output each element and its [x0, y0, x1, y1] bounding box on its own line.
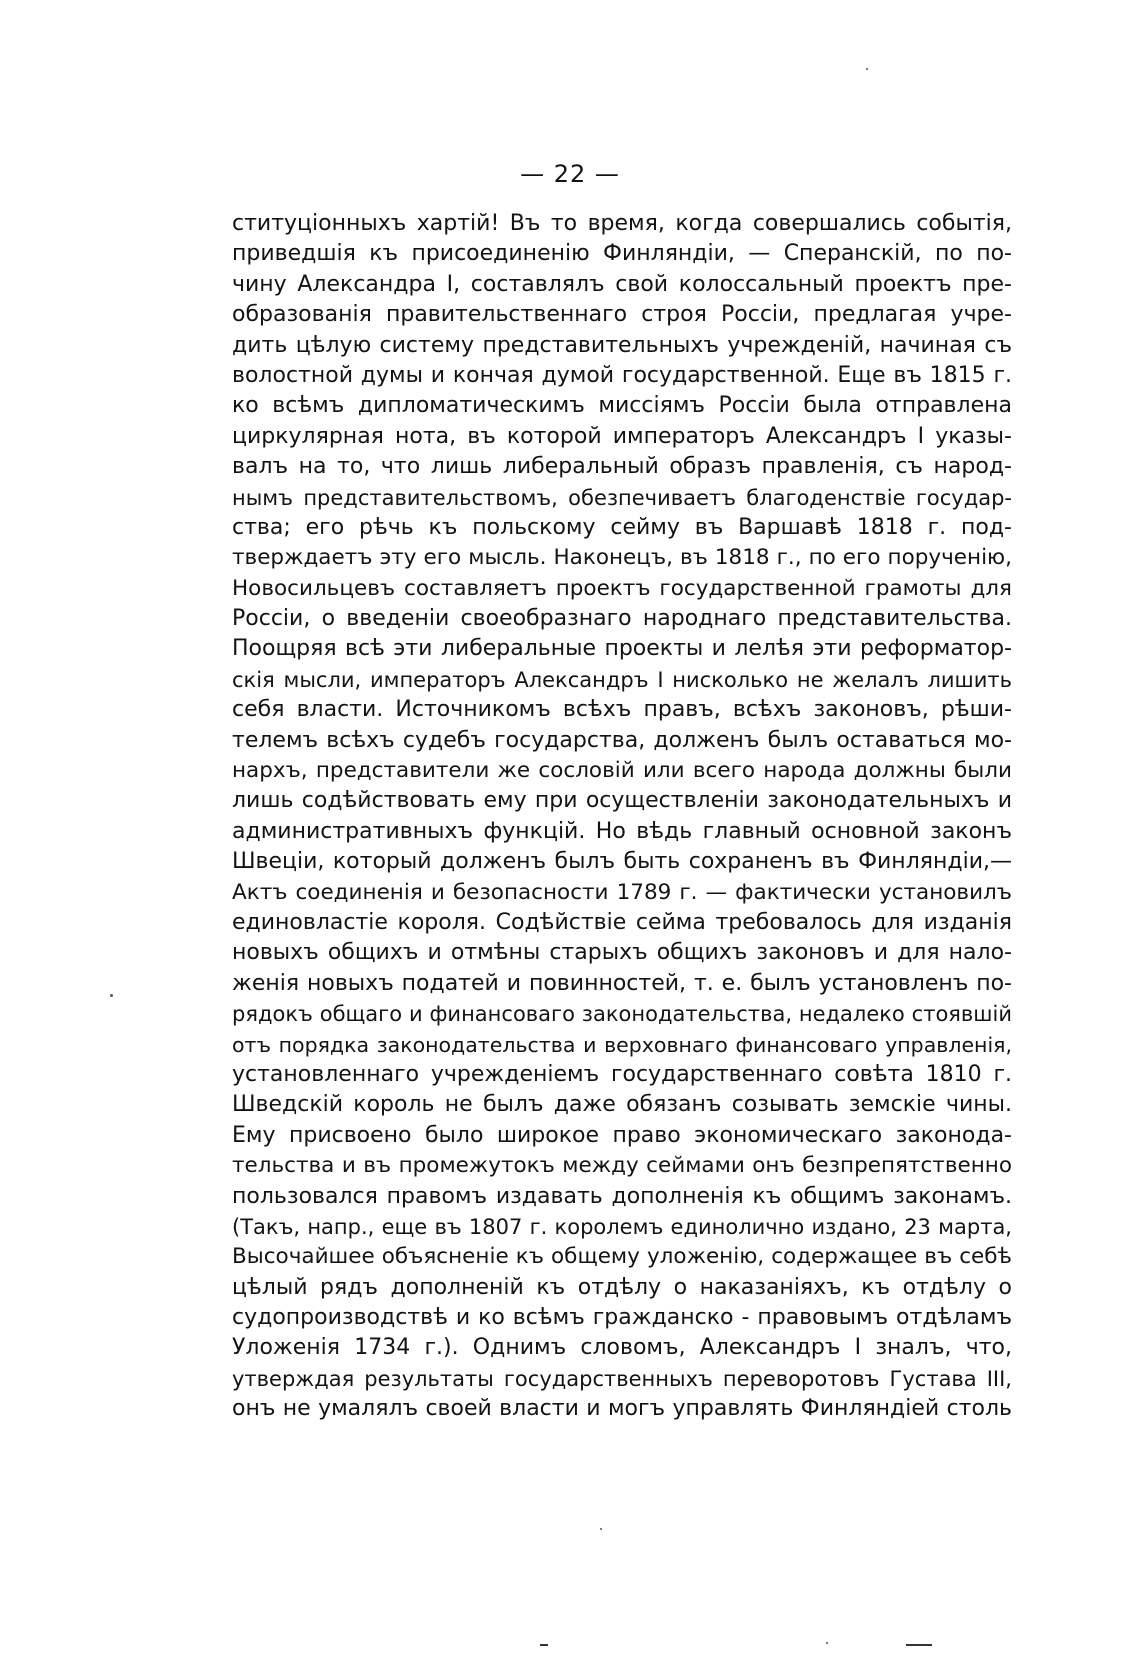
text-line: установленнаго учрежденіемъ государственнаго совѣта 1810 г. — [232, 1061, 1012, 1087]
text-line: (Такъ, напр., еще въ 1807 г. королемъ единолично издано, 23 марта, — [232, 1214, 1012, 1239]
text-line: приведшія къ присоединенію Финляндіи, — Сперанскій, по по- — [232, 241, 1012, 267]
text-line: Шведскій король не былъ даже обязанъ созывать земскіе чины. — [232, 1092, 1012, 1118]
text-line: Актъ соединенія и безопасности 1789 г. — фактически установилъ — [232, 879, 1012, 905]
text-line: новыхъ общихъ и отмѣны старыхъ общихъ законовъ и для нало- — [232, 940, 1012, 966]
text-line: Поощряя всѣ эти либеральные проекты и лелѣя эти реформатор- — [232, 636, 1012, 662]
text-line: единовластіе короля. Содѣйствіе сейма требовалось для изданія — [232, 909, 1012, 935]
text-line: чину Александра I, составлялъ свой колоссальный проектъ пре- — [232, 271, 1012, 297]
scan-speck — [110, 994, 113, 997]
page-number: — 22 — — [520, 160, 620, 188]
scan-mark — [540, 1644, 548, 1646]
text-line: пользовался правомъ издавать дополненія къ общимъ законамъ. — [232, 1183, 1012, 1209]
text-line: нархъ, представители же сословій или всего народа должны были — [232, 758, 1012, 784]
text-line: Россіи, о введеніи своеобразнаго народнаго представительства. — [232, 606, 1012, 632]
text-line: себя власти. Источникомъ всѣхъ правъ, всѣхъ законовъ, рѣши- — [232, 697, 1012, 723]
body-text — [232, 209, 1012, 1425]
text-line: Уложенія 1734 г.). Однимъ словомъ, Александръ I зналъ, что, — [232, 1335, 1012, 1361]
text-line: образованія правительственнаго строя Россіи, предлагая учре- — [232, 302, 1012, 328]
text-line: тверждаетъ эту его мысль. Наконецъ, въ 1818 г., по его порученію, — [232, 545, 1012, 571]
text-line: Новосильцевъ составляетъ проектъ государственной грамоты для — [232, 575, 1012, 601]
text-line: онъ не умалялъ своей власти и могъ управлять Финляндіей столь — [232, 1396, 1012, 1422]
text-line: цѣлый рядъ дополненій къ отдѣлу о наказаніяхъ, къ отдѣлу о — [232, 1274, 1012, 1300]
text-line: тельства и въ промежутокъ между сеймами онъ безпрепятственно — [232, 1153, 1012, 1179]
text-line: Ему присвоено было широкое право экономическаго законода- — [232, 1122, 1012, 1148]
text-line: судопроизводствѣ и ко всѣмъ гражданско - правовымъ отдѣламъ — [232, 1305, 1012, 1331]
text-line: нымъ представительствомъ, обезпечиваетъ благоденствіе государ- — [232, 485, 1012, 510]
scan-speck — [600, 1528, 602, 1530]
text-line: ства; его рѣчь къ польскому сейму въ Варшавѣ 1818 г. под- — [232, 514, 1012, 540]
text-line: валъ на то, что лишь либеральный образъ правленія, съ народ- — [232, 454, 1012, 480]
text-line: циркулярная нота, въ которой императоръ Александръ I указы- — [232, 423, 1012, 449]
text-line: волостной думы и кончая думой государственной. Еще въ 1815 г. — [232, 362, 1012, 388]
text-line: Высочайшее объясненіе къ общему уложенію, содержащее въ себѣ — [232, 1244, 1012, 1270]
text-line: телемъ всѣхъ судебъ государства, долженъ былъ оставаться мо- — [232, 727, 1012, 753]
text-line: ституціонныхъ хартій! Въ то время, когда совершались событія, — [232, 211, 1012, 236]
text-line: административныхъ функцій. Но вѣдь главный основной законъ — [232, 818, 1012, 844]
text-line: отъ порядка законодательства и верховнаго финансоваго управленія, — [232, 1032, 1012, 1057]
text-line: ко всѣмъ дипломатическимъ миссіямъ Россіи была отправлена — [232, 393, 1012, 419]
text-line: скія мысли, императоръ Александръ I нисколько не желалъ лишить — [232, 667, 1012, 692]
text-line: Швеціи, который долженъ былъ быть сохраненъ въ Финляндіи,— — [232, 849, 1012, 875]
scan-speck — [826, 1642, 828, 1644]
text-line: утверждая результаты государственныхъ переворотовъ Густава III, — [232, 1366, 1012, 1391]
text-line: дить цѣлую систему представительныхъ учрежденій, начиная съ — [232, 332, 1012, 358]
text-line: рядокъ общаго и финансоваго законодательства, недалеко стоявшій — [232, 1002, 1012, 1027]
scan-speck — [866, 68, 868, 70]
text-line: лишь содѣйствовать ему при осуществленіи законодательныхъ и — [232, 788, 1012, 814]
text-line: женія новыхъ податей и повинностей, т. е. былъ установленъ по- — [232, 970, 1012, 996]
scan-mark — [906, 1644, 932, 1646]
